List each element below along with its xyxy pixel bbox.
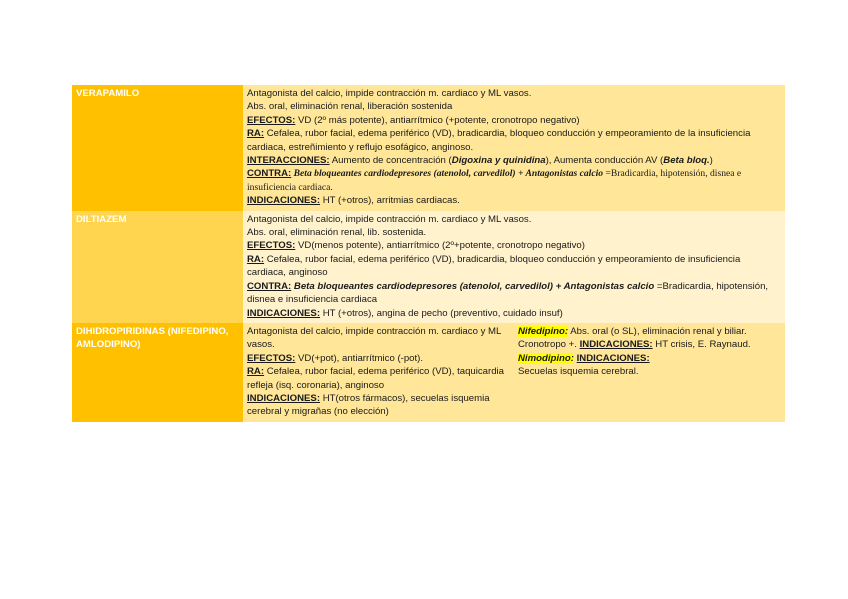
nimodipino-name: Nimodipino: <box>518 352 574 364</box>
nimodipino-indicaciones-text: Secuelas isquemia cerebral. <box>518 366 639 378</box>
indicaciones-text: HT (+otros), arritmias cardiacas. <box>320 195 460 207</box>
efectos-label: EFECTOS: <box>247 114 296 126</box>
efectos-text: VD(+pot), antiarrítmico (-pot). <box>295 352 424 364</box>
contra-line <box>247 280 781 307</box>
ra-text: Cefalea, rubor facial, edema periférico (VD), bradicardia, bloqueo conducción y empeoramiento de la insuficiencia cardiaca, estreñimiento y reflujo esofágico, anginoso. <box>247 128 751 153</box>
interacciones-text: ), Aumenta conducción AV ( <box>545 155 664 167</box>
efectos-line <box>247 239 781 252</box>
nimodipino-indicaciones-label: INDICACIONES: <box>576 352 650 364</box>
interacciones-label: INTERACCIONES: <box>247 155 330 167</box>
contra-effects: =Bradicardia, hipotensión, disnea e insuficiencia cardiaca <box>247 280 769 306</box>
nimodipino-note <box>518 352 781 365</box>
indicaciones-line <box>247 307 781 320</box>
drug-description <box>243 85 785 211</box>
contra-label: CONTRA: <box>247 168 292 180</box>
ra-label: RA: <box>247 128 265 140</box>
mechanism-text: Antagonista del calcio, impide contracción m. cardiaco y ML vasos. <box>247 213 532 225</box>
drug-name-dihidropiridinas: DIHIDROPIRIDINAS (NIFEDIPINO, AMLODIPINO) <box>72 323 243 422</box>
interacciones-text: ) <box>709 155 713 167</box>
pharmacokinetics-text: Abs. oral, eliminación renal, liberación sostenida <box>247 101 453 113</box>
interacciones-line <box>247 154 781 167</box>
ra-line <box>247 365 510 392</box>
ra-text: Cefalea, rubor facial, edema periférico (VD), bradicardia, bloqueo conducción y empeoramiento de insuficiencia cardiaca, anginoso <box>247 253 741 279</box>
efectos-line <box>247 114 781 127</box>
nifedipino-name: Nifedipino: <box>518 325 569 337</box>
mechanism-text: Antagonista del calcio, impide contracción m. cardiaco y ML vasos. <box>247 325 501 351</box>
indicaciones-text: HT (+otros), angina de pecho (preventivo, cuidado insuf) <box>320 307 563 319</box>
contra-drugs: Beta bloqueantes cardiodepresores (atenolol, carvedilol) + Antagonistas calcio <box>291 280 655 292</box>
indicaciones-text: HT(otros fármacos), secuelas isquemia cerebral y migrañas (no elección) <box>247 392 490 418</box>
nifedipino-indicaciones-text: HT crisis, E. Raynaud. <box>652 339 751 351</box>
nifedipino-text: Abs. oral (o SL), eliminación renal y biliar. Cronotropo +. <box>518 325 747 351</box>
drug-name-diltiazem: DILTIAZEM <box>72 211 243 323</box>
mechanism-text: Antagonista del calcio, impide contracción m. cardiaco y ML vasos. <box>247 88 532 99</box>
indicaciones-line <box>247 194 781 207</box>
ra-label: RA: <box>247 253 265 265</box>
indicaciones-line <box>247 392 510 419</box>
interacciones-text: Aumento de concentración ( <box>329 155 452 167</box>
drug-name-verapamilo: VERAPAMILO <box>72 85 243 211</box>
efectos-line <box>247 352 510 365</box>
efectos-label: EFECTOS: <box>247 240 296 252</box>
interacciones-drugs: Digoxina y quinidina <box>451 155 546 167</box>
contra-line <box>247 167 781 194</box>
ra-label: RA: <box>247 366 265 378</box>
efectos-text: VD(menos potente), antiarrítmico (2º+potente, cronotropo negativo) <box>295 240 585 252</box>
interacciones-drugs: Beta bloq. <box>663 155 710 167</box>
indicaciones-label: INDICACIONES: <box>247 195 321 207</box>
nifedipino-note <box>518 325 781 352</box>
indicaciones-label: INDICACIONES: <box>247 392 321 404</box>
table-row <box>72 211 785 323</box>
table-row <box>72 85 785 211</box>
contra-label: CONTRA: <box>247 280 292 292</box>
contra-drugs: Beta bloqueantes cardiodepresores (atenolol, carvedilol) + Antagonistas calcio <box>291 168 604 180</box>
drug-description <box>243 211 785 323</box>
ra-line <box>247 127 781 154</box>
indicaciones-label: INDICACIONES: <box>247 307 321 319</box>
ra-text: Cefalea, rubor facial, edema periférico (VD), taquicardia refleja (isq. coronaria), anginoso <box>247 366 505 391</box>
pharmacokinetics-text: Abs. oral, eliminación renal, lib. sostenida. <box>247 227 427 239</box>
contra-effects: =Bradicardia, hipotensión, disnea e insuficiencia cardiaca. <box>247 168 742 193</box>
ra-line <box>247 253 781 280</box>
efectos-label: EFECTOS: <box>247 352 296 364</box>
subtype-notes <box>514 323 785 422</box>
drug-description <box>243 323 514 422</box>
drug-table <box>72 85 785 422</box>
efectos-text: VD (2º más potente), antiarrítmico (+potente, cronotropo negativo) <box>295 114 580 126</box>
table-row <box>72 323 785 422</box>
nifedipino-indicaciones-label: INDICACIONES: <box>579 339 653 351</box>
